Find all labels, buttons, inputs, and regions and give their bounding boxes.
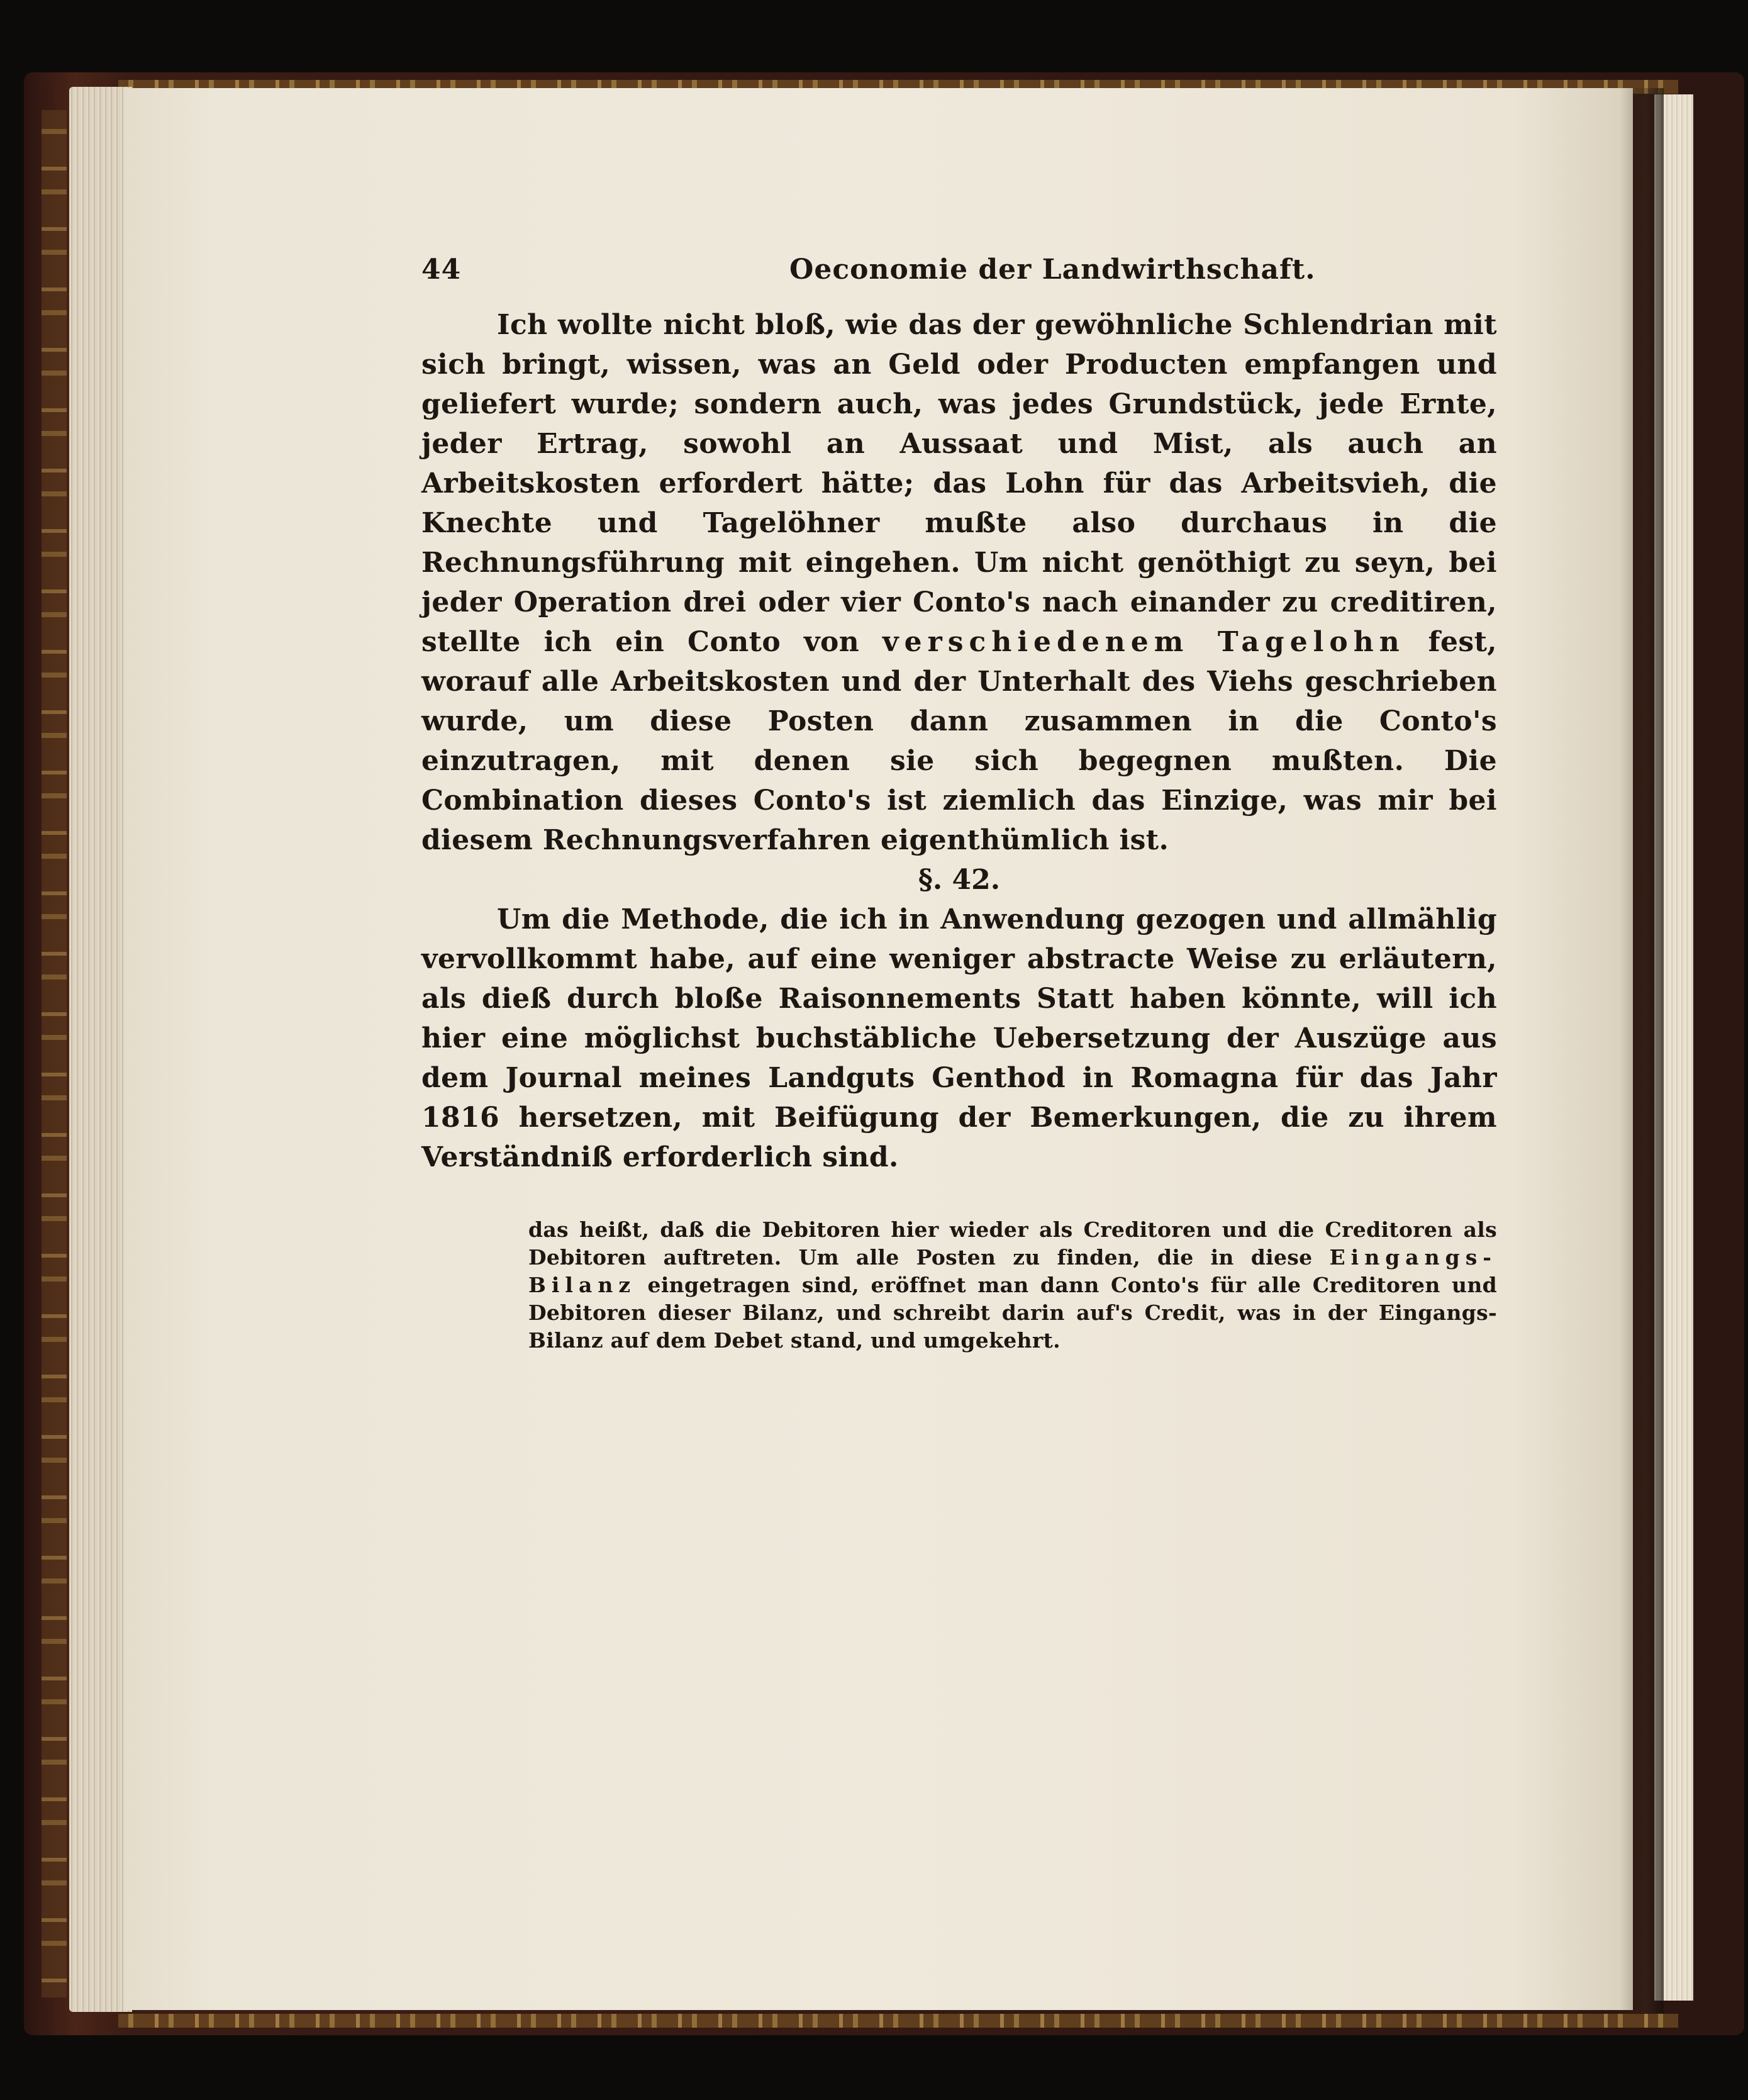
text-block (421, 249, 1497, 1375)
footnote-text-a: das heißt, daß die Debitoren hier wieder als Creditoren und die Creditoren als Debitoren auftreten. Um alle Posten zu finden, die in diese (528, 1217, 1497, 1270)
gutter-shadow (1620, 88, 1664, 2013)
paragraph-2: Um die Methode, die ich in Anwendung gezogen und allmählig vervollkommt habe, auf eine weniger abstracte Weise zu erläutern, als dieß durch bloße Raisonnements Statt haben könnte, will ich hier eine möglichst buchstäbliche Uebersetzung der Auszüge aus dem Journal meines Landguts Genthod in Romagna für das Jahr 1816 hersetzen, mit Beifügung der Bemerkungen, die zu ihrem Verständniß erforderlich sind. (421, 903, 1497, 1173)
footnote (528, 1216, 1497, 1354)
page-edges-left (69, 87, 132, 2012)
page-number: 44 (421, 254, 462, 286)
paragraph-1-spaced-term: verschiedenem Tagelohn (882, 626, 1405, 658)
running-head (421, 249, 1497, 305)
footnote-text-b: eingetragen sind, eröffnet man dann Conto's für alle Creditoren und Debitoren dieser Bilanz, und schreibt darin auf's Credit, was in der Eingangs-Bilanz auf dem Debet stand, und umgekehrt. (528, 1273, 1498, 1353)
gilt-border-left (42, 110, 67, 1997)
paragraph-1-text-b: fest, worauf alle Arbeitskosten und der Unterhalt des Viehs geschrieben wurde, um diese Posten dann zusammen in die Conto's einzutragen, mit denen sie sich begegnen mußten. Die Combination dieses Conto's ist ziemlich das Einzige, was mir bei diesem Rechnungsverfahren eigenthümlich ist. (421, 626, 1498, 856)
gilt-border-bottom (118, 2014, 1678, 2028)
section-heading: §. 42. (918, 864, 1001, 896)
paragraph-1-text-a: Ich wollte nicht bloß, wie das der gewöhnliche Schlendrian mit sich bringt, wissen, was an Geld oder Producten empfangen und geliefert wurde; sondern auch, was jedes Grundstück, jede Ernte, jeder Ertrag, sowohl an Aussaat und Mist, als auch an Arbeitskosten erfordert hätte; das Lohn für das Arbeitsvieh, die Knechte und Tagelöhner mußte also durchaus in die Rechnungsführung mit eingehen. Um nicht genöthigt zu seyn, bei jeder Operation drei oder vier Conto's nach einander zu creditiren, stellte ich ein Conto von (421, 309, 1497, 658)
footnote-spaced-term: Eingangs-Bilanz (528, 1245, 1497, 1297)
paragraph-1 (421, 305, 1497, 860)
running-title: Oeconomie der Landwirthschaft. (789, 254, 1316, 286)
